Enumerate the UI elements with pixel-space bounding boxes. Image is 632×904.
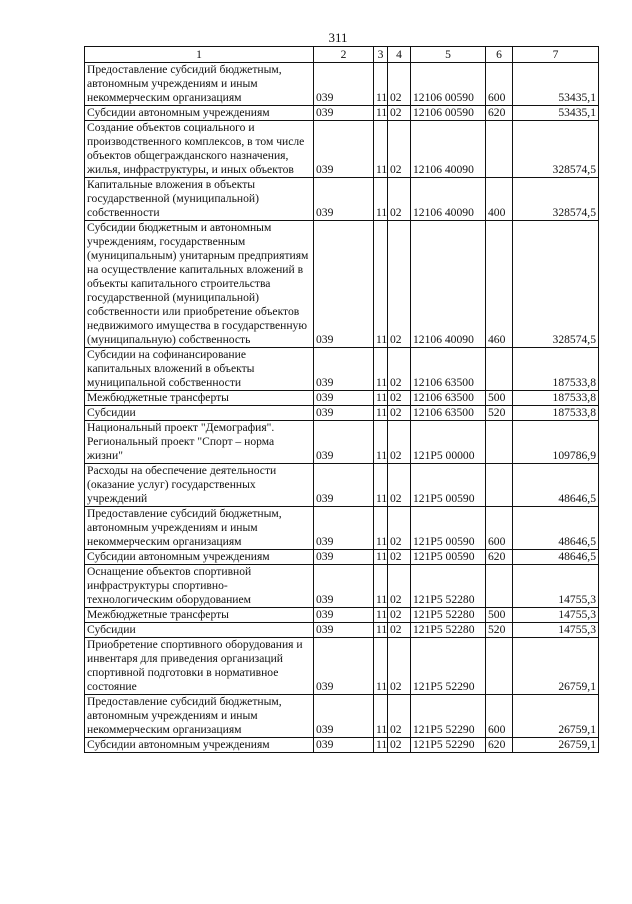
table-row xyxy=(85,738,599,753)
item-name-cell: Субсидии xyxy=(85,406,314,421)
subsection-cell: 02 xyxy=(388,638,411,695)
amount-cell: 48646,5 xyxy=(513,464,599,507)
amount-cell: 26759,1 xyxy=(513,695,599,738)
subsection-cell: 02 xyxy=(388,63,411,106)
expense-type-cell: 620 xyxy=(486,738,513,753)
amount-cell: 53435,1 xyxy=(513,106,599,121)
subsection-cell: 02 xyxy=(388,550,411,565)
amount-cell: 187533,8 xyxy=(513,406,599,421)
expense-type-cell xyxy=(486,121,513,178)
section-cell: 11 xyxy=(374,695,388,738)
item-name-cell: Межбюджетные трансферты xyxy=(85,391,314,406)
subsection-cell: 02 xyxy=(388,106,411,121)
header-row xyxy=(85,47,599,63)
section-cell: 11 xyxy=(374,507,388,550)
gov-code-cell: 039 xyxy=(314,623,374,638)
table-row xyxy=(85,507,599,550)
target-article-cell: 12106 63500 xyxy=(411,391,486,406)
target-article-cell: 12106 40090 xyxy=(411,221,486,348)
expense-type-cell xyxy=(486,565,513,608)
gov-code-cell: 039 xyxy=(314,550,374,565)
table-row xyxy=(85,638,599,695)
table-row xyxy=(85,106,599,121)
section-cell: 11 xyxy=(374,608,388,623)
amount-cell: 48646,5 xyxy=(513,550,599,565)
subsection-cell: 02 xyxy=(388,464,411,507)
subsection-cell: 02 xyxy=(388,695,411,738)
table-row xyxy=(85,421,599,464)
subsection-cell: 02 xyxy=(388,421,411,464)
target-article-cell: 121P5 52280 xyxy=(411,565,486,608)
item-name-cell: Расходы на обеспечение деятельности (оказание услуг) государственных учреждений xyxy=(85,464,314,507)
column-header: 6 xyxy=(486,47,513,63)
item-name-cell: Предоставление субсидий бюджетным, автономным учреждениям и иным некоммерческим организациям xyxy=(85,63,314,106)
table-row xyxy=(85,623,599,638)
section-cell: 11 xyxy=(374,565,388,608)
item-name-cell: Субсидии автономным учреждениям xyxy=(85,106,314,121)
target-article-cell: 12106 63500 xyxy=(411,348,486,391)
section-cell: 11 xyxy=(374,406,388,421)
section-cell: 11 xyxy=(374,623,388,638)
amount-cell: 48646,5 xyxy=(513,507,599,550)
target-article-cell: 121P5 52290 xyxy=(411,695,486,738)
item-name-cell: Оснащение объектов спортивной инфраструктуры спортивно-технологическим оборудованием xyxy=(85,565,314,608)
target-article-cell: 12106 00590 xyxy=(411,106,486,121)
gov-code-cell: 039 xyxy=(314,221,374,348)
expense-type-cell: 600 xyxy=(486,63,513,106)
expense-type-cell: 400 xyxy=(486,178,513,221)
table-row xyxy=(85,63,599,106)
subsection-cell: 02 xyxy=(388,221,411,348)
column-header: 1 xyxy=(85,47,314,63)
amount-cell: 14755,3 xyxy=(513,623,599,638)
table-row xyxy=(85,695,599,738)
amount-cell: 109786,9 xyxy=(513,421,599,464)
section-cell: 11 xyxy=(374,221,388,348)
item-name-cell: Приобретение спортивного оборудования и инвентаря для приведения организаций спортивной подготовки в нормативное состояние xyxy=(85,638,314,695)
section-cell: 11 xyxy=(374,106,388,121)
section-cell: 11 xyxy=(374,738,388,753)
target-article-cell: 12106 63500 xyxy=(411,406,486,421)
expense-type-cell: 500 xyxy=(486,391,513,406)
expense-type-cell: 620 xyxy=(486,106,513,121)
section-cell: 11 xyxy=(374,121,388,178)
section-cell: 11 xyxy=(374,550,388,565)
section-cell: 11 xyxy=(374,63,388,106)
expense-type-cell xyxy=(486,464,513,507)
expense-type-cell: 600 xyxy=(486,507,513,550)
target-article-cell: 121P5 00590 xyxy=(411,507,486,550)
column-header: 2 xyxy=(314,47,374,63)
gov-code-cell: 039 xyxy=(314,391,374,406)
gov-code-cell: 039 xyxy=(314,106,374,121)
amount-cell: 26759,1 xyxy=(513,638,599,695)
target-article-cell: 121P5 52280 xyxy=(411,623,486,638)
amount-cell: 53435,1 xyxy=(513,63,599,106)
item-name-cell: Предоставление субсидий бюджетным, автономным учреждениям и иным некоммерческим организациям xyxy=(85,507,314,550)
section-cell: 11 xyxy=(374,421,388,464)
subsection-cell: 02 xyxy=(388,178,411,221)
target-article-cell: 12106 40090 xyxy=(411,121,486,178)
expense-type-cell: 600 xyxy=(486,695,513,738)
subsection-cell: 02 xyxy=(388,391,411,406)
expense-type-cell: 520 xyxy=(486,623,513,638)
section-cell: 11 xyxy=(374,178,388,221)
table-row xyxy=(85,406,599,421)
target-article-cell: 121P5 52290 xyxy=(411,738,486,753)
target-article-cell: 121P5 00590 xyxy=(411,550,486,565)
column-header: 3 xyxy=(374,47,388,63)
page-number: 311 xyxy=(328,30,348,45)
table-row xyxy=(85,391,599,406)
expense-type-cell: 460 xyxy=(486,221,513,348)
gov-code-cell: 039 xyxy=(314,608,374,623)
gov-code-cell: 039 xyxy=(314,421,374,464)
subsection-cell: 02 xyxy=(388,507,411,550)
table-row xyxy=(85,550,599,565)
gov-code-cell: 039 xyxy=(314,507,374,550)
item-name-cell: Национальный проект "Демография". Региональный проект "Спорт – норма жизни" xyxy=(85,421,314,464)
gov-code-cell: 039 xyxy=(314,121,374,178)
expense-type-cell: 620 xyxy=(486,550,513,565)
gov-code-cell: 039 xyxy=(314,348,374,391)
column-header: 7 xyxy=(513,47,599,63)
section-cell: 11 xyxy=(374,391,388,406)
table-row xyxy=(85,121,599,178)
table-row xyxy=(85,464,599,507)
gov-code-cell: 039 xyxy=(314,738,374,753)
column-header: 4 xyxy=(388,47,411,63)
expense-type-cell: 520 xyxy=(486,406,513,421)
column-header: 5 xyxy=(411,47,486,63)
target-article-cell: 121P5 52280 xyxy=(411,608,486,623)
gov-code-cell: 039 xyxy=(314,63,374,106)
expense-type-cell xyxy=(486,421,513,464)
amount-cell: 328574,5 xyxy=(513,121,599,178)
subsection-cell: 02 xyxy=(388,565,411,608)
expense-type-cell: 500 xyxy=(486,608,513,623)
item-name-cell: Субсидии на софинансирование капитальных вложений в объекты муниципальной собственности xyxy=(85,348,314,391)
item-name-cell: Субсидии xyxy=(85,623,314,638)
subsection-cell: 02 xyxy=(388,623,411,638)
item-name-cell: Создание объектов социального и производственного комплексов, в том числе объектов общегражданского назначения, жилья, инфраструктуры, и иных объектов xyxy=(85,121,314,178)
gov-code-cell: 039 xyxy=(314,178,374,221)
subsection-cell: 02 xyxy=(388,608,411,623)
section-cell: 11 xyxy=(374,348,388,391)
amount-cell: 328574,5 xyxy=(513,178,599,221)
subsection-cell: 02 xyxy=(388,121,411,178)
target-article-cell: 12106 00590 xyxy=(411,63,486,106)
budget-table xyxy=(84,46,599,753)
gov-code-cell: 039 xyxy=(314,464,374,507)
item-name-cell: Капитальные вложения в объекты государственной (муниципальной) собственности xyxy=(85,178,314,221)
amount-cell: 14755,3 xyxy=(513,565,599,608)
gov-code-cell: 039 xyxy=(314,565,374,608)
amount-cell: 14755,3 xyxy=(513,608,599,623)
table-row xyxy=(85,178,599,221)
target-article-cell: 121P5 00590 xyxy=(411,464,486,507)
item-name-cell: Субсидии автономным учреждениям xyxy=(85,550,314,565)
target-article-cell: 121P5 52290 xyxy=(411,638,486,695)
amount-cell: 187533,8 xyxy=(513,391,599,406)
table-row xyxy=(85,221,599,348)
gov-code-cell: 039 xyxy=(314,638,374,695)
section-cell: 11 xyxy=(374,638,388,695)
subsection-cell: 02 xyxy=(388,406,411,421)
gov-code-cell: 039 xyxy=(314,695,374,738)
target-article-cell: 121P5 00000 xyxy=(411,421,486,464)
item-name-cell: Субсидии автономным учреждениям xyxy=(85,738,314,753)
expense-type-cell xyxy=(486,638,513,695)
item-name-cell: Предоставление субсидий бюджетным, автономным учреждениям и иным некоммерческим организациям xyxy=(85,695,314,738)
target-article-cell: 12106 40090 xyxy=(411,178,486,221)
subsection-cell: 02 xyxy=(388,348,411,391)
section-cell: 11 xyxy=(374,464,388,507)
subsection-cell: 02 xyxy=(388,738,411,753)
item-name-cell: Субсидии бюджетным и автономным учреждениям, государственным (муниципальным) унитарным предприятиям на осуществление капитальных вложений в объекты капитального строительства государственной (муниципальной) собственности или приобретение объектов недвижимого имущества в государственную (муниципальную) собственность xyxy=(85,221,314,348)
amount-cell: 328574,5 xyxy=(513,221,599,348)
table-row xyxy=(85,565,599,608)
gov-code-cell: 039 xyxy=(314,406,374,421)
expense-type-cell xyxy=(486,348,513,391)
table-row xyxy=(85,608,599,623)
item-name-cell: Межбюджетные трансферты xyxy=(85,608,314,623)
amount-cell: 187533,8 xyxy=(513,348,599,391)
table-row xyxy=(85,348,599,391)
amount-cell: 26759,1 xyxy=(513,738,599,753)
